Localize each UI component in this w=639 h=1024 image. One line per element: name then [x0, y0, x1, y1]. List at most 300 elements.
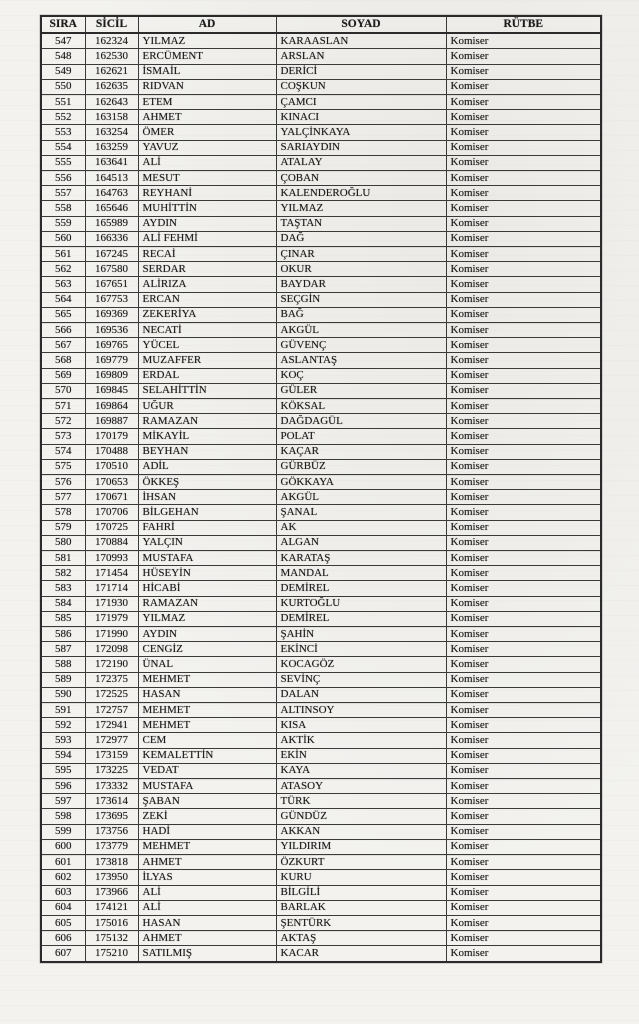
cell-soyad: DAĞ	[276, 231, 446, 246]
cell-sicil: 173225	[85, 763, 138, 778]
cell-sira: 548	[41, 49, 85, 64]
cell-ad: BEYHAN	[138, 444, 276, 459]
table-row	[41, 368, 601, 383]
cell-rutbe: Komiser	[446, 307, 601, 322]
cell-soyad: KURU	[276, 870, 446, 885]
table-row	[41, 535, 601, 550]
cell-rutbe: Komiser	[446, 110, 601, 125]
cell-sira: 594	[41, 748, 85, 763]
cell-sicil: 171714	[85, 581, 138, 596]
cell-sicil: 169779	[85, 353, 138, 368]
cell-sicil: 162324	[85, 33, 138, 49]
column-header-rutbe: RÜTBE	[446, 16, 601, 33]
table-row	[41, 581, 601, 596]
cell-sira: 607	[41, 946, 85, 962]
cell-sira: 587	[41, 642, 85, 657]
table-row	[41, 216, 601, 231]
cell-sira: 579	[41, 520, 85, 535]
cell-sira: 580	[41, 535, 85, 550]
table-row	[41, 748, 601, 763]
cell-rutbe: Komiser	[446, 657, 601, 672]
cell-ad: ETEM	[138, 94, 276, 109]
cell-rutbe: Komiser	[446, 809, 601, 824]
cell-soyad: BARLAK	[276, 900, 446, 915]
cell-ad: HASAN	[138, 915, 276, 930]
cell-ad: HASAN	[138, 687, 276, 702]
cell-rutbe: Komiser	[446, 900, 601, 915]
cell-sicil: 162643	[85, 94, 138, 109]
cell-ad: HÜSEYİN	[138, 566, 276, 581]
cell-rutbe: Komiser	[446, 946, 601, 962]
cell-rutbe: Komiser	[446, 94, 601, 109]
cell-soyad: MANDAL	[276, 566, 446, 581]
cell-sira: 561	[41, 246, 85, 261]
cell-soyad: KÖKSAL	[276, 399, 446, 414]
table-row	[41, 611, 601, 626]
table-row	[41, 779, 601, 794]
table-row	[41, 170, 601, 185]
cell-ad: SERDAR	[138, 262, 276, 277]
table-row	[41, 657, 601, 672]
cell-soyad: COŞKUN	[276, 79, 446, 94]
cell-sira: 570	[41, 383, 85, 398]
cell-sicil: 169809	[85, 368, 138, 383]
cell-sira: 581	[41, 551, 85, 566]
cell-ad: ERDAL	[138, 368, 276, 383]
cell-rutbe: Komiser	[446, 520, 601, 535]
cell-rutbe: Komiser	[446, 931, 601, 946]
cell-rutbe: Komiser	[446, 201, 601, 216]
cell-sicil: 170706	[85, 505, 138, 520]
table-row	[41, 870, 601, 885]
cell-sicil: 162530	[85, 49, 138, 64]
cell-soyad: KOCAGÖZ	[276, 657, 446, 672]
cell-soyad: EKİN	[276, 748, 446, 763]
cell-sicil: 169765	[85, 338, 138, 353]
cell-soyad: ASLANTAŞ	[276, 353, 446, 368]
cell-sira: 569	[41, 368, 85, 383]
table-row	[41, 246, 601, 261]
cell-sira: 592	[41, 718, 85, 733]
table-row	[41, 353, 601, 368]
cell-rutbe: Komiser	[446, 231, 601, 246]
table-row	[41, 718, 601, 733]
cell-rutbe: Komiser	[446, 368, 601, 383]
cell-soyad: ŞANAL	[276, 505, 446, 520]
cell-rutbe: Komiser	[446, 292, 601, 307]
cell-rutbe: Komiser	[446, 763, 601, 778]
cell-soyad: ÇINAR	[276, 246, 446, 261]
cell-rutbe: Komiser	[446, 277, 601, 292]
cell-soyad: DAĞDAGÜL	[276, 414, 446, 429]
cell-soyad: GÖKKAYA	[276, 475, 446, 490]
cell-ad: FAHRİ	[138, 520, 276, 535]
table-row	[41, 839, 601, 854]
column-header-soyad: SOYAD	[276, 16, 446, 33]
cell-rutbe: Komiser	[446, 246, 601, 261]
table-row	[41, 459, 601, 474]
cell-ad: ÜNAL	[138, 657, 276, 672]
cell-rutbe: Komiser	[446, 672, 601, 687]
cell-soyad: YALÇİNKAYA	[276, 125, 446, 140]
cell-rutbe: Komiser	[446, 611, 601, 626]
column-header-sira: SIRA	[41, 16, 85, 33]
table-row	[41, 33, 601, 49]
cell-ad: KEMALETTİN	[138, 748, 276, 763]
cell-soyad: EKİNCİ	[276, 642, 446, 657]
cell-rutbe: Komiser	[446, 505, 601, 520]
table-row	[41, 900, 601, 915]
cell-sicil: 172941	[85, 718, 138, 733]
cell-sira: 568	[41, 353, 85, 368]
cell-ad: BİLGEHAN	[138, 505, 276, 520]
cell-sira: 595	[41, 763, 85, 778]
cell-sicil: 170993	[85, 551, 138, 566]
table-row	[41, 383, 601, 398]
table-row	[41, 277, 601, 292]
cell-ad: UĞUR	[138, 399, 276, 414]
cell-ad: İSMAİL	[138, 64, 276, 79]
cell-rutbe: Komiser	[446, 262, 601, 277]
cell-soyad: AK	[276, 520, 446, 535]
table-row	[41, 201, 601, 216]
cell-soyad: AKTİK	[276, 733, 446, 748]
cell-sicil: 171930	[85, 596, 138, 611]
cell-sira: 557	[41, 186, 85, 201]
cell-soyad: ÇOBAN	[276, 170, 446, 185]
cell-rutbe: Komiser	[446, 444, 601, 459]
cell-soyad: ALTINSOY	[276, 703, 446, 718]
cell-sicil: 173818	[85, 855, 138, 870]
table-row	[41, 596, 601, 611]
cell-rutbe: Komiser	[446, 490, 601, 505]
cell-sira: 576	[41, 475, 85, 490]
cell-rutbe: Komiser	[446, 687, 601, 702]
cell-sicil: 170653	[85, 475, 138, 490]
cell-ad: MEHMET	[138, 839, 276, 854]
cell-soyad: ÖZKURT	[276, 855, 446, 870]
table-row	[41, 794, 601, 809]
cell-sira: 554	[41, 140, 85, 155]
cell-soyad: OKUR	[276, 262, 446, 277]
cell-sicil: 169369	[85, 307, 138, 322]
table-row	[41, 444, 601, 459]
cell-sira: 573	[41, 429, 85, 444]
cell-soyad: ATALAY	[276, 155, 446, 170]
cell-soyad: AKKAN	[276, 824, 446, 839]
table-row	[41, 307, 601, 322]
cell-sira: 560	[41, 231, 85, 246]
cell-rutbe: Komiser	[446, 140, 601, 155]
cell-soyad: KARATAŞ	[276, 551, 446, 566]
table-row	[41, 946, 601, 962]
cell-sicil: 175016	[85, 915, 138, 930]
cell-sira: 567	[41, 338, 85, 353]
cell-ad: AHMET	[138, 110, 276, 125]
cell-soyad: KURTOĞLU	[276, 596, 446, 611]
cell-sicil: 175210	[85, 946, 138, 962]
cell-soyad: TÜRK	[276, 794, 446, 809]
cell-ad: CENGİZ	[138, 642, 276, 657]
cell-sicil: 165646	[85, 201, 138, 216]
table-row	[41, 520, 601, 535]
cell-soyad: KINACI	[276, 110, 446, 125]
cell-ad: MUZAFFER	[138, 353, 276, 368]
cell-ad: CEM	[138, 733, 276, 748]
cell-rutbe: Komiser	[446, 870, 601, 885]
cell-sira: 599	[41, 824, 85, 839]
cell-sicil: 169887	[85, 414, 138, 429]
cell-rutbe: Komiser	[446, 79, 601, 94]
cell-sicil: 162635	[85, 79, 138, 94]
cell-rutbe: Komiser	[446, 338, 601, 353]
cell-rutbe: Komiser	[446, 703, 601, 718]
cell-sira: 584	[41, 596, 85, 611]
cell-ad: AYDIN	[138, 216, 276, 231]
cell-rutbe: Komiser	[446, 64, 601, 79]
table-row	[41, 262, 601, 277]
table-row	[41, 490, 601, 505]
table-row	[41, 186, 601, 201]
cell-soyad: YILMAZ	[276, 201, 446, 216]
table-row	[41, 672, 601, 687]
cell-ad: ZEKİ	[138, 809, 276, 824]
table-row	[41, 642, 601, 657]
cell-soyad: ŞENTÜRK	[276, 915, 446, 930]
cell-rutbe: Komiser	[446, 429, 601, 444]
cell-sira: 577	[41, 490, 85, 505]
cell-ad: VEDAT	[138, 763, 276, 778]
cell-sicil: 172190	[85, 657, 138, 672]
cell-sicil: 163158	[85, 110, 138, 125]
cell-sira: 591	[41, 703, 85, 718]
cell-rutbe: Komiser	[446, 915, 601, 930]
cell-ad: MİKAYİL	[138, 429, 276, 444]
cell-sicil: 167651	[85, 277, 138, 292]
cell-sira: 605	[41, 915, 85, 930]
cell-ad: MEHMET	[138, 718, 276, 733]
table-row	[41, 687, 601, 702]
cell-ad: AHMET	[138, 931, 276, 946]
cell-sira: 606	[41, 931, 85, 946]
cell-rutbe: Komiser	[446, 459, 601, 474]
cell-ad: RECAİ	[138, 246, 276, 261]
cell-sira: 585	[41, 611, 85, 626]
table-row	[41, 231, 601, 246]
cell-sira: 603	[41, 885, 85, 900]
cell-sicil: 170179	[85, 429, 138, 444]
cell-ad: ADİL	[138, 459, 276, 474]
cell-sira: 553	[41, 125, 85, 140]
cell-sicil: 173966	[85, 885, 138, 900]
table-row	[41, 94, 601, 109]
cell-sicil: 173950	[85, 870, 138, 885]
cell-sira: 583	[41, 581, 85, 596]
cell-ad: MUSTAFA	[138, 551, 276, 566]
cell-ad: YILMAZ	[138, 611, 276, 626]
cell-rutbe: Komiser	[446, 794, 601, 809]
cell-sira: 551	[41, 94, 85, 109]
cell-sira: 555	[41, 155, 85, 170]
cell-soyad: BAYDAR	[276, 277, 446, 292]
cell-sicil: 172098	[85, 642, 138, 657]
column-header-sicil: SİCİL	[85, 16, 138, 33]
table-row	[41, 763, 601, 778]
cell-soyad: ÇAMCI	[276, 94, 446, 109]
cell-sira: 562	[41, 262, 85, 277]
cell-rutbe: Komiser	[446, 216, 601, 231]
cell-rutbe: Komiser	[446, 718, 601, 733]
cell-sicil: 165989	[85, 216, 138, 231]
cell-sicil: 164763	[85, 186, 138, 201]
cell-ad: MUSTAFA	[138, 779, 276, 794]
cell-soyad: SEVİNÇ	[276, 672, 446, 687]
cell-rutbe: Komiser	[446, 779, 601, 794]
header-row	[41, 16, 601, 33]
cell-ad: AHMET	[138, 855, 276, 870]
cell-sicil: 172375	[85, 672, 138, 687]
cell-ad: ÖKKEŞ	[138, 475, 276, 490]
cell-sicil: 163641	[85, 155, 138, 170]
cell-ad: ÖMER	[138, 125, 276, 140]
cell-sicil: 173779	[85, 839, 138, 854]
table-row	[41, 733, 601, 748]
cell-rutbe: Komiser	[446, 475, 601, 490]
cell-sira: 598	[41, 809, 85, 824]
cell-ad: RIDVAN	[138, 79, 276, 94]
cell-sira: 588	[41, 657, 85, 672]
cell-ad: YAVUZ	[138, 140, 276, 155]
cell-soyad: YILDIRIM	[276, 839, 446, 854]
cell-sicil: 164513	[85, 170, 138, 185]
cell-sicil: 162621	[85, 64, 138, 79]
cell-soyad: KARAASLAN	[276, 33, 446, 49]
cell-soyad: AKGÜL	[276, 490, 446, 505]
table-row	[41, 566, 601, 581]
cell-sira: 590	[41, 687, 85, 702]
cell-soyad: GÜVENÇ	[276, 338, 446, 353]
table-row	[41, 915, 601, 930]
cell-ad: ZEKERİYA	[138, 307, 276, 322]
cell-sira: 604	[41, 900, 85, 915]
table-row	[41, 414, 601, 429]
cell-sira: 600	[41, 839, 85, 854]
cell-ad: ALİ	[138, 900, 276, 915]
cell-rutbe: Komiser	[446, 566, 601, 581]
table-row	[41, 505, 601, 520]
cell-sira: 582	[41, 566, 85, 581]
cell-sicil: 169536	[85, 322, 138, 337]
table-row	[41, 79, 601, 94]
cell-sira: 597	[41, 794, 85, 809]
cell-rutbe: Komiser	[446, 155, 601, 170]
cell-sira: 563	[41, 277, 85, 292]
cell-soyad: ARSLAN	[276, 49, 446, 64]
table-row	[41, 824, 601, 839]
cell-sira: 565	[41, 307, 85, 322]
table-body	[41, 33, 601, 962]
cell-sira: 586	[41, 627, 85, 642]
cell-ad: NECATİ	[138, 322, 276, 337]
table-row	[41, 292, 601, 307]
cell-sira: 552	[41, 110, 85, 125]
cell-sira: 593	[41, 733, 85, 748]
cell-rutbe: Komiser	[446, 733, 601, 748]
cell-sira: 549	[41, 64, 85, 79]
cell-sicil: 166336	[85, 231, 138, 246]
cell-soyad: ALGAN	[276, 535, 446, 550]
table-row	[41, 429, 601, 444]
cell-soyad: BİLGİLİ	[276, 885, 446, 900]
table-row	[41, 475, 601, 490]
cell-sira: 589	[41, 672, 85, 687]
cell-sira: 559	[41, 216, 85, 231]
cell-soyad: TAŞTAN	[276, 216, 446, 231]
cell-sicil: 167245	[85, 246, 138, 261]
personnel-table	[40, 15, 602, 963]
table-row	[41, 551, 601, 566]
cell-ad: ALİRIZA	[138, 277, 276, 292]
cell-ad: İHSAN	[138, 490, 276, 505]
cell-sira: 572	[41, 414, 85, 429]
cell-sira: 596	[41, 779, 85, 794]
cell-ad: ALİ	[138, 885, 276, 900]
cell-soyad: ATASOY	[276, 779, 446, 794]
cell-rutbe: Komiser	[446, 125, 601, 140]
cell-ad: AYDIN	[138, 627, 276, 642]
cell-soyad: DEMİREL	[276, 611, 446, 626]
cell-sicil: 170488	[85, 444, 138, 459]
cell-ad: İLYAS	[138, 870, 276, 885]
cell-sira: 574	[41, 444, 85, 459]
cell-soyad: AKTAŞ	[276, 931, 446, 946]
cell-sira: 566	[41, 322, 85, 337]
cell-sicil: 163259	[85, 140, 138, 155]
cell-sicil: 172757	[85, 703, 138, 718]
cell-ad: HİCABİ	[138, 581, 276, 596]
table-row	[41, 855, 601, 870]
cell-rutbe: Komiser	[446, 322, 601, 337]
cell-sicil: 170510	[85, 459, 138, 474]
cell-sira: 556	[41, 170, 85, 185]
table-row	[41, 125, 601, 140]
cell-ad: ERCAN	[138, 292, 276, 307]
cell-rutbe: Komiser	[446, 855, 601, 870]
table-row	[41, 627, 601, 642]
cell-sicil: 173332	[85, 779, 138, 794]
cell-sira: 558	[41, 201, 85, 216]
table-row	[41, 809, 601, 824]
cell-soyad: SARIAYDIN	[276, 140, 446, 155]
table-row	[41, 110, 601, 125]
cell-soyad: KALENDEROĞLU	[276, 186, 446, 201]
cell-sicil: 172525	[85, 687, 138, 702]
cell-soyad: KACAR	[276, 946, 446, 962]
table-row	[41, 140, 601, 155]
cell-ad: ERCÜMENT	[138, 49, 276, 64]
cell-sira: 571	[41, 399, 85, 414]
cell-sira: 564	[41, 292, 85, 307]
cell-rutbe: Komiser	[446, 642, 601, 657]
cell-sicil: 169864	[85, 399, 138, 414]
table-row	[41, 338, 601, 353]
cell-soyad: SEÇGİN	[276, 292, 446, 307]
cell-sicil: 171979	[85, 611, 138, 626]
cell-ad: MEHMET	[138, 672, 276, 687]
cell-sira: 550	[41, 79, 85, 94]
cell-rutbe: Komiser	[446, 186, 601, 201]
cell-rutbe: Komiser	[446, 748, 601, 763]
